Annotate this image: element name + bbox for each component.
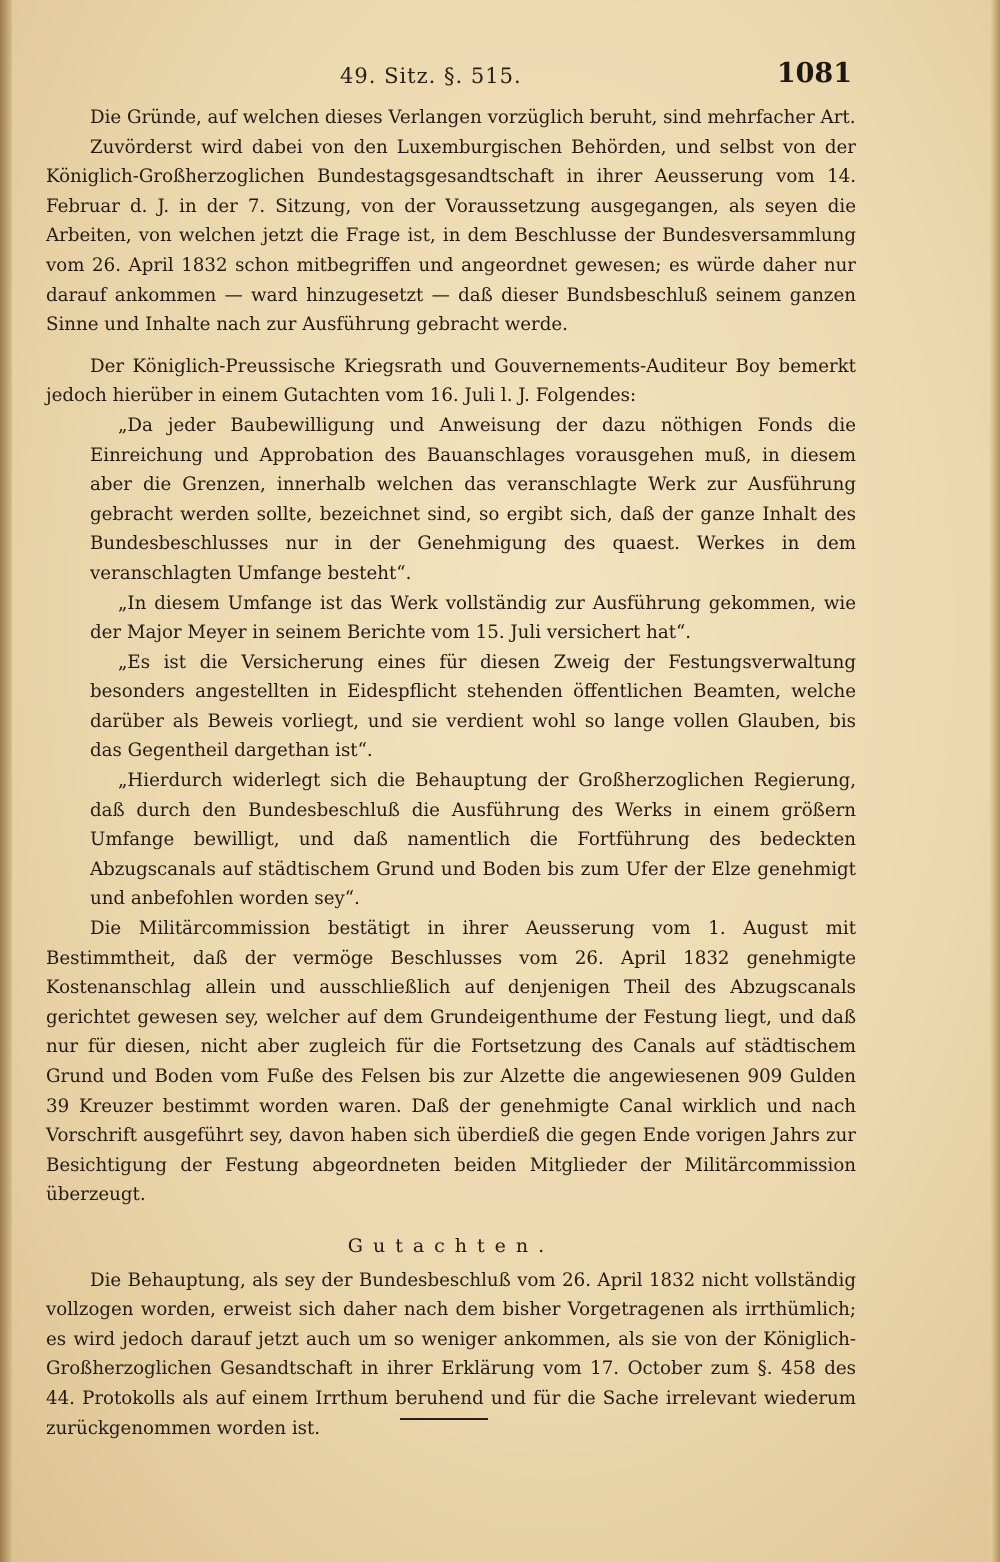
- paragraph-2: Zuvörderst wird dabei von den Luxemburgischen Behörden, und selbst von der Königlich-Großherzoglichen Bundestagsgesandtschaft in ihrer Aeusserung vom 14. Februar d. J. in der 7. Sitzung, von der Voraussetzung ausgegangen, als seyen die Arbeiten, von welchen jetzt die Frage ist, in dem Beschlusse der Bundesversammlung vom 26. April 1832 schon mitbegriffen und angeordnet gewesen; es würde daher nur darauf ankommen — ward hinzugesetzt — daß dieser Bundsbeschluß seinem ganzen Sinne und Inhalte nach zur Ausführung gebracht werde.: [46, 136, 856, 336]
- closing-rule: [400, 1418, 488, 1420]
- page-body: [46, 103, 856, 1443]
- paragraph-3: Der Königlich-Preussische Kriegsrath und Gouvernements-Auditeur Boy bemerkt jedoch hierüber in einem Gutachten vom 16. Juli l. J. Folgendes:: [46, 355, 856, 407]
- quote-3: „Es ist die Versicherung eines für diesen Zweig der Festungsverwaltung besonders angestellten in Eidespflicht stehenden öffentlichen Beamten, welche darüber als Beweis vorliegt, und sie verdient wohl so lange vollen Glauben, bis das Gegentheil dargethan ist“.: [90, 651, 856, 762]
- paragraph-4: Die Militärcommission bestätigt in ihrer Aeusserung vom 1. August mit Bestimmtheit, daß der vermöge Beschlusses vom 26. April 1832 genehmigte Kostenanschlag allein und ausschließlich auf denjenigen Theil des Abzugscanals gerichtet gewesen sey, welcher auf dem Grundeigenthume der Festung liegt, und daß nur für diesen, nicht aber zugleich für die Fortsetzung des Canals auf städtischem Grund und Boden vom Fuße des Felsen bis zur Alzette die angewiesenen 909 Gulden 39 Kreuzer bestimmt worden waren. Daß der genehmigte Canal wirklich und nach Vorschrift ausgeführt sey, davon haben sich überdieß die gegen Ende vorigen Jahrs zur Besichtigung der Festung abgeordneten beiden Mitglieder der Militärcommission überzeugt.: [46, 918, 856, 1206]
- quote-4: „Hierdurch widerlegt sich die Behauptung der Großherzoglichen Regierung, daß durch den Bundesbeschluß die Ausführung des Werks in einem größern Umfange bewilligt, und daß namentlich die Fortführung des bedeckten Abzugscanals auf städtischem Grund und Boden bis zum Ufer der Elze genehmigt und anbefohlen worden sey“.: [90, 770, 856, 910]
- section-heading: Gutachten.: [347, 1234, 555, 1257]
- page-left-edge: [0, 0, 12, 1562]
- paragraph-5: Die Behauptung, als sey der Bundesbeschluß vom 26. April 1832 nicht vollständig vollzogen worden, erweist sich daher nach dem bisher Vorgetragenen als irrthümlich; es wird jedoch darauf jetzt auch um so weniger ankommen, als sie von der Königlich-Großherzoglichen Gesandtschaft in ihrer Erklärung vom 17. October zum §. 458 des 44. Protokolls als auf einem Irrthum beruhend und für die Sache irrelevant wiederum zurückgenommen worden ist.: [46, 1269, 856, 1439]
- quote-1: „Da jeder Baubewilligung und Anweisung der dazu nöthigen Fonds die Einreichung und Approbation des Bauanschlages vorausgehen muß, in diesem aber die Grenzen, innerhalb welchen das veranschlagte Werk zur Ausführung gebracht werden sollte, bezeichnet sind, so ergibt sich, daß der ganze Inhalt des Bundesbeschlusses nur in der Genehmigung des quaest. Werkes in dem veranschlagten Umfange besteht“.: [90, 414, 856, 584]
- page-number: 1081: [776, 58, 852, 89]
- paragraph-1: Die Gründe, auf welchen dieses Verlangen vorzüglich beruht, sind mehrfacher Art.: [90, 107, 856, 128]
- running-head: 49. Sitz. §. 515.: [340, 64, 522, 88]
- page-header: [0, 58, 1000, 98]
- page-right-edge: [990, 0, 1000, 1562]
- quote-2: „In diesem Umfange ist das Werk vollständig zur Ausführung gekommen, wie der Major Meyer in seinem Berichte vom 15. Juli versichert hat“.: [90, 592, 856, 644]
